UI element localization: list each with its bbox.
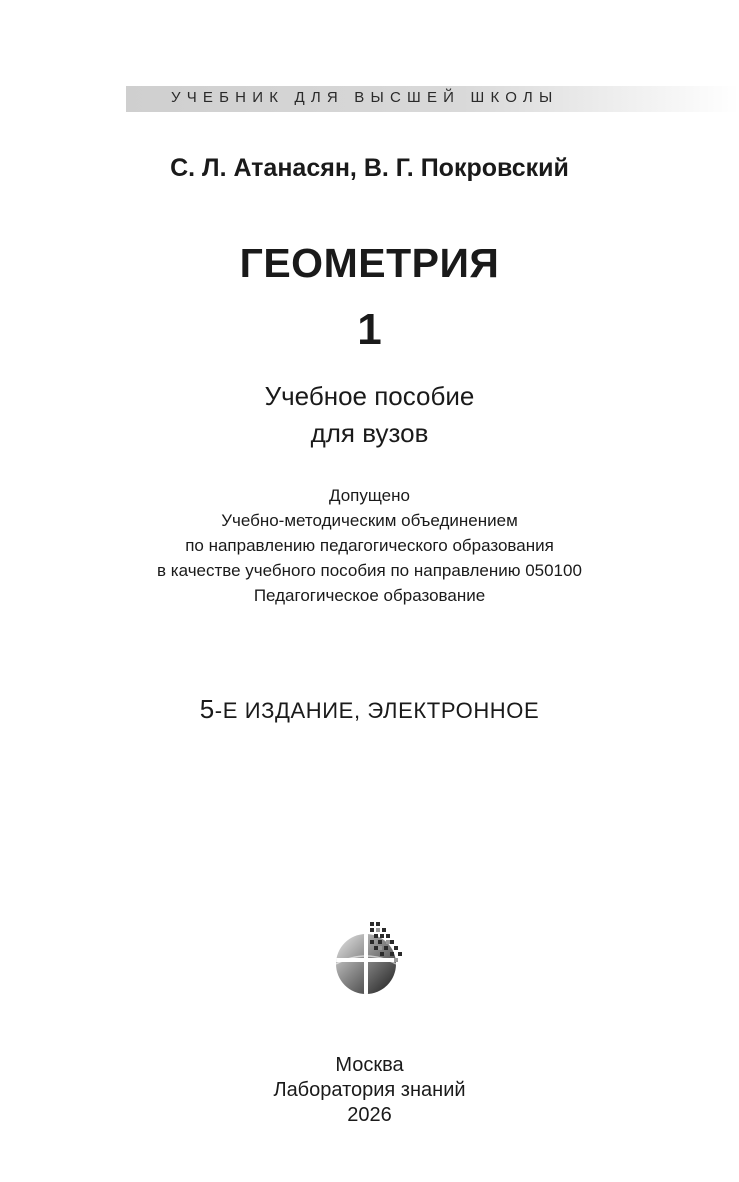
edition-number: 5 [199, 694, 215, 724]
publisher-sphere-logo-icon [330, 918, 410, 998]
edition-text: -Е ИЗДАНИЕ, ЭЛЕКТРОННОЕ [214, 698, 540, 723]
series-label: УЧЕБНИК ДЛЯ ВЫСШЕЙ ШКОЛЫ [171, 89, 559, 106]
authors: С. Л. Атанасян, В. Г. Покровский [170, 154, 569, 182]
volume-number: 1 [357, 305, 382, 354]
approval-line: Педагогическое образование [253, 586, 486, 605]
approval-line: по направлению педагогического образования [185, 536, 554, 555]
approval-line: в качестве учебного пособия по направлению 050100 [157, 561, 582, 580]
imprint-city: Москва [335, 1054, 404, 1076]
imprint-publisher: Лаборатория знаний [273, 1079, 466, 1101]
book-title: ГЕОМЕТРИЯ [239, 240, 500, 286]
subtitle-line-2: для вузов [310, 418, 429, 448]
approval-line: Допущено [329, 486, 410, 505]
approval-block [0, 483, 739, 608]
edition-info [0, 694, 739, 725]
imprint-year: 2026 [347, 1104, 392, 1126]
subtitle-line-1: Учебное пособие [264, 381, 475, 411]
approval-line: Учебно-методическим объединением [221, 511, 518, 530]
